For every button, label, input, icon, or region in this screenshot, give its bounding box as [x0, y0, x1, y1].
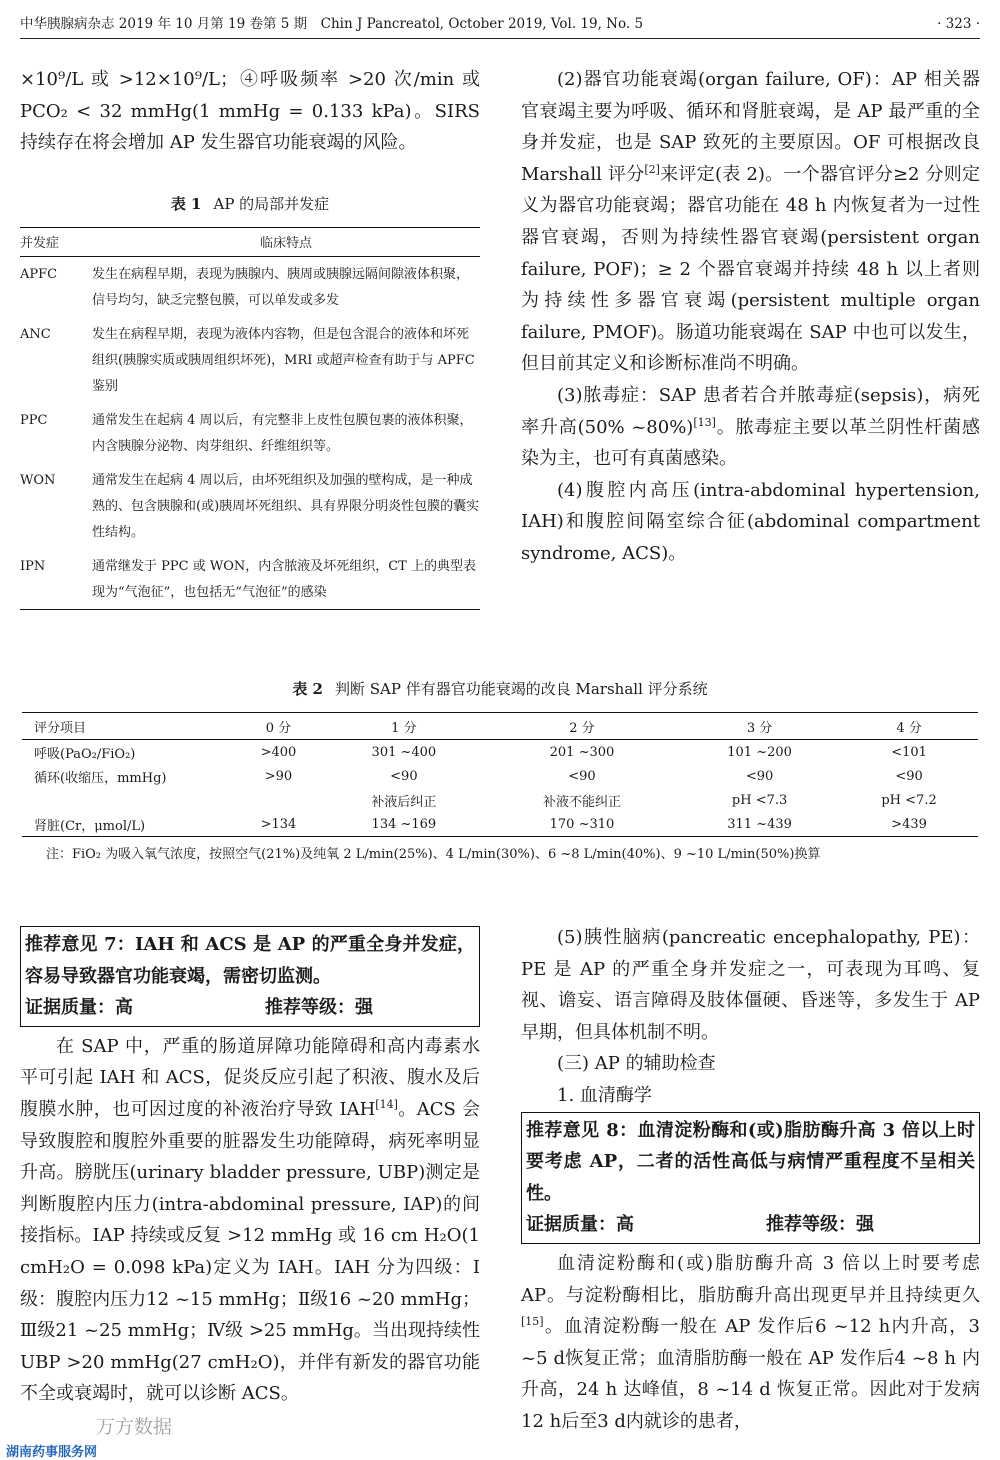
citation: [15] [521, 1315, 544, 1329]
iah-paragraph [20, 1031, 480, 1410]
table1-col-features: 临床特点 [259, 236, 312, 251]
table2-col-item: 评分项目 [34, 720, 87, 736]
section-heading: (三) AP 的辅助检查 [557, 1053, 716, 1075]
running-header [20, 10, 980, 39]
citation: [14] [375, 1097, 398, 1111]
table2-cell: 201 ~300 [549, 744, 615, 760]
table2-cell: 补液后纠正 [371, 794, 437, 810]
table-row [22, 740, 978, 765]
right-column-bottom [521, 922, 980, 1438]
organ-failure-text-cont: 来评定(表 2)。一个器官评分≥2 分则定义为器官功能衰竭；器官功能在 48 h 内恢复者为一过性器官衰竭，否则为持续性器官衰竭(persistent organ failure, POF)；≥ 2 个器官衰竭并持续 48 h 以上者则为持续性多器官衰竭(persistent multiple organ failure, PMOF)。肠道功能衰竭在 SAP 中也可以发生，但目前其定义和诊断标准尚不明确。 [521, 163, 980, 375]
table1-cell-name: ANC [20, 327, 51, 342]
table2-header-row [22, 713, 978, 740]
table2-col-4: 4 分 [896, 720, 922, 736]
table1-cell-desc: 通常继发于 PPC 或 WON，内含脓液及坏死组织，CT 上的典型表现为“气泡征”，也包括无“气泡征”的感染 [92, 559, 476, 600]
organ-failure-text: (2)器官功能衰竭(organ failure, OF)：AP 相关器官衰竭主要为呼吸、循环和肾脏衰竭，是 AP 最严重的全身并发症，也是 SAP 致死的主要原因。OF 可根据改良 Marshall 评分 [521, 69, 980, 185]
table1-number: 表 1 [170, 195, 202, 213]
recommendation-7-meta [25, 992, 475, 1024]
table2-caption [20, 678, 980, 699]
table2-col-1: 1 分 [391, 720, 417, 736]
sepsis-text: (3)脓毒症：SAP 患者若合并脓毒症(sepsis)，病死率升高(50% ~80%) [521, 384, 980, 438]
sepsis-paragraph [521, 380, 980, 475]
table-row [20, 549, 480, 610]
table2-cell: >439 [891, 816, 927, 832]
table1-cell-name: PPC [20, 413, 48, 428]
recommendation-grade: 推荐等级：强 [766, 1214, 874, 1236]
serum-enzyme-paragraph [521, 1248, 980, 1438]
iah-acs-paragraph: (4)腹腔内高压(intra-abdominal hypertension, IAH)和腹腔间隔室综合征(abdominal compartment syndrome, ACS)。 [521, 479, 980, 564]
citation: [13] [693, 415, 716, 429]
serum-enzyme-text: 血清淀粉酶和(或)脂肪酶升高 3 倍以上时要考虑 AP。与淀粉酶相比，脂肪酶升高出现更早并且持续更久 [521, 1252, 980, 1306]
table2-cell [22, 788, 234, 812]
table2-cell: <90 [390, 768, 418, 784]
table2-cell: pH <7.3 [731, 792, 788, 808]
table2-cell: <90 [895, 768, 923, 784]
table1-caption [20, 193, 480, 214]
table2-cell: 循环(收缩压，mmHg) [34, 770, 167, 786]
recommendation-8-box [521, 1112, 980, 1244]
left-column-top [20, 64, 480, 159]
table-row [20, 317, 480, 403]
table2-cell: <90 [568, 768, 596, 784]
table2-note: 注：FiO₂ 为吸入氧气浓度，按照空气(21%)及纯氧 2 L/min(25%)、4 L/min(30%)、6 ~8 L/min(40%)、9 ~10 L/min(50%)换算 [46, 847, 821, 862]
table2-cell: pH <7.2 [881, 792, 937, 808]
table1-cell-name: WON [20, 473, 56, 488]
table1-cell-name: IPN [20, 559, 46, 574]
serum-enzyme-text-cont: 。血清淀粉酶一般在 AP 发作后6 ~12 h内升高，3 ~5 d恢复正常；血清脂肪酶一般在 AP 发作后4 ~8 h 内升高，24 h 达峰值，8 ~14 d 恢复正常。因此对于发病12 h后至3 d内就诊的患者， [521, 1316, 980, 1432]
right-column-top [521, 64, 980, 570]
table2-cell: 311 ~439 [727, 816, 792, 832]
evidence-quality: 证据质量：高 [526, 1214, 634, 1236]
recommendation-grade: 推荐等级：强 [265, 997, 373, 1019]
sirs-paragraph: ×10⁹/L 或 >12×10⁹/L；④呼吸频率 >20 次/min 或 PCO₂ < 32 mmHg(1 mmHg = 0.133 kPa)。SIRS 持续存在将会增加 AP 发生器官功能衰竭的风险。 [20, 69, 480, 154]
wanfang-watermark: 万方数据 [96, 1416, 173, 1438]
table2-cell: >134 [260, 816, 297, 832]
page-number: · 323 · [937, 16, 980, 32]
table-row [22, 788, 978, 812]
journal-citation: 中华胰腺病杂志 2019 年 10 月第 19 卷第 5 期 Chin J Pancreatol, October 2019, Vol. 19, No. 5 [20, 16, 644, 32]
subsection-heading: 1. 血清酶学 [557, 1084, 652, 1106]
table-row [20, 403, 480, 463]
table1-col-complication: 并发症 [20, 236, 60, 251]
table2-cell: 呼吸(PaO₂/FiO₂) [34, 746, 136, 762]
recommendation-8-text: 推荐意见 8：血清淀粉酶和(或)脂肪酶升高 3 倍以上时要考虑 AP，二者的活性高低与病情严重程度不呈相关性。 [526, 1119, 975, 1204]
table2-col-0: 0 分 [265, 720, 292, 736]
table2-cell: 170 ~310 [549, 816, 615, 832]
table1-cell-desc: 通常发生在起病 4 周以后，由坏死组织及加强的壁构成，是一种成熟的、包含胰腺和(或)胰周坏死组织、具有界限分明炎性包膜的囊实性结构。 [92, 473, 480, 540]
table2-col-2: 2 分 [569, 720, 595, 736]
table2-marshall-score [22, 712, 978, 837]
encephalopathy-paragraph: (5)胰性脑病(pancreatic encephalopathy, PE)：PE 是 AP 的严重全身并发症之一，可表现为耳鸣、复视、谵妄、语言障碍及肢体僵硬、昏迷等，多发生于 AP 早期，但具体机制不明。 [521, 927, 980, 1043]
iah-text: 在 SAP 中，严重的肠道屏障功能障碍和高内毒素水平可引起 IAH 和 ACS，促炎反应引起了积液、腹水及后腹膜水肿，也可因过度的补液治疗导致 IAH [20, 1035, 480, 1120]
recommendation-7-box [20, 926, 480, 1027]
table2-cell: <101 [891, 744, 927, 760]
table2-cell: >400 [260, 744, 297, 760]
table2-cell: 101 ~200 [727, 744, 792, 760]
table1-cell-desc: 通常发生在起病 4 周以后，有完整非上皮性包膜包裹的液体积聚，内含胰腺分泌物、肉芽组织、纤维组织等。 [92, 413, 473, 454]
left-column-bottom [20, 926, 480, 1410]
table1-local-complications [20, 227, 480, 610]
iah-text-cont: 。ACS 会导致腹腔和腹腔外重要的脏器发生功能障碍，病死率明显升高。膀胱压(urinary bladder pressure, UBP)测定是判断腹腔内压力(intra-abdominal pressure, IAP)的间接指标。IAP 持续或反复 >12 mmHg 或 16 cm H₂O(1 cmH₂O = 0.098 kPa)定义为 IAH。IAH 分为四级：Ⅰ级：腹腔内压力12 ~15 mmHg；Ⅱ级16 ~20 mmHg；Ⅲ级21 ~25 mmHg；Ⅳ级 >25 mmHg。当出现持续性 UBP >20 mmHg(27 cmH₂O)，并伴有新发的器官功能不全或衰竭时，就可以诊断 ACS。 [20, 1098, 480, 1405]
table2-cell: <90 [745, 768, 774, 784]
table2-col-3: 3 分 [746, 720, 773, 736]
site-watermark: 湖南药事服务网 [6, 1445, 98, 1460]
table-row [22, 764, 978, 788]
table2-cell: 134 ~169 [371, 816, 437, 832]
table-row [20, 257, 480, 318]
organ-failure-paragraph [521, 64, 980, 380]
table1-cell-desc: 发生在病程早期，表现为液体内容物，但是包含混合的液体和坏死组织(胰腺实质或胰周组织坏死)，MRI 或超声检查有助于与 APFC 鉴别 [92, 327, 475, 394]
table2-cell: 301 ~400 [371, 744, 437, 760]
table1-cell-name: APFC [20, 267, 58, 282]
evidence-quality: 证据质量：高 [25, 997, 133, 1019]
table2-cell: 补液不能纠正 [542, 794, 621, 810]
table1-title: AP 的局部并发症 [213, 195, 330, 213]
table2-title: 判断 SAP 伴有器官功能衰竭的改良 Marshall 评分系统 [335, 680, 708, 698]
table2-cell: >90 [264, 768, 293, 784]
table-row [20, 463, 480, 549]
citation: [2] [644, 162, 660, 176]
recommendation-8-meta [526, 1209, 975, 1241]
table2-cell: 肾脏(Cr，μmol/L) [34, 818, 146, 834]
table1-cell-desc: 发生在病程早期，表现为胰腺内、胰周或胰腺远隔间隙液体积聚，信号均匀，缺乏完整包膜，可以单发或多发 [92, 267, 470, 308]
table2-cell [234, 788, 323, 812]
table1-header-row [20, 228, 480, 257]
table-row [22, 812, 978, 837]
sepsis-text-cont: 。脓毒症主要以革兰阴性杆菌感染为主，也可有真菌感染。 [521, 416, 981, 470]
table2-number: 表 2 [292, 680, 323, 698]
recommendation-7-text: 推荐意见 7：IAH 和 ACS 是 AP 的严重全身并发症，容易导致器官功能衰竭，需密切监测。 [25, 934, 475, 987]
